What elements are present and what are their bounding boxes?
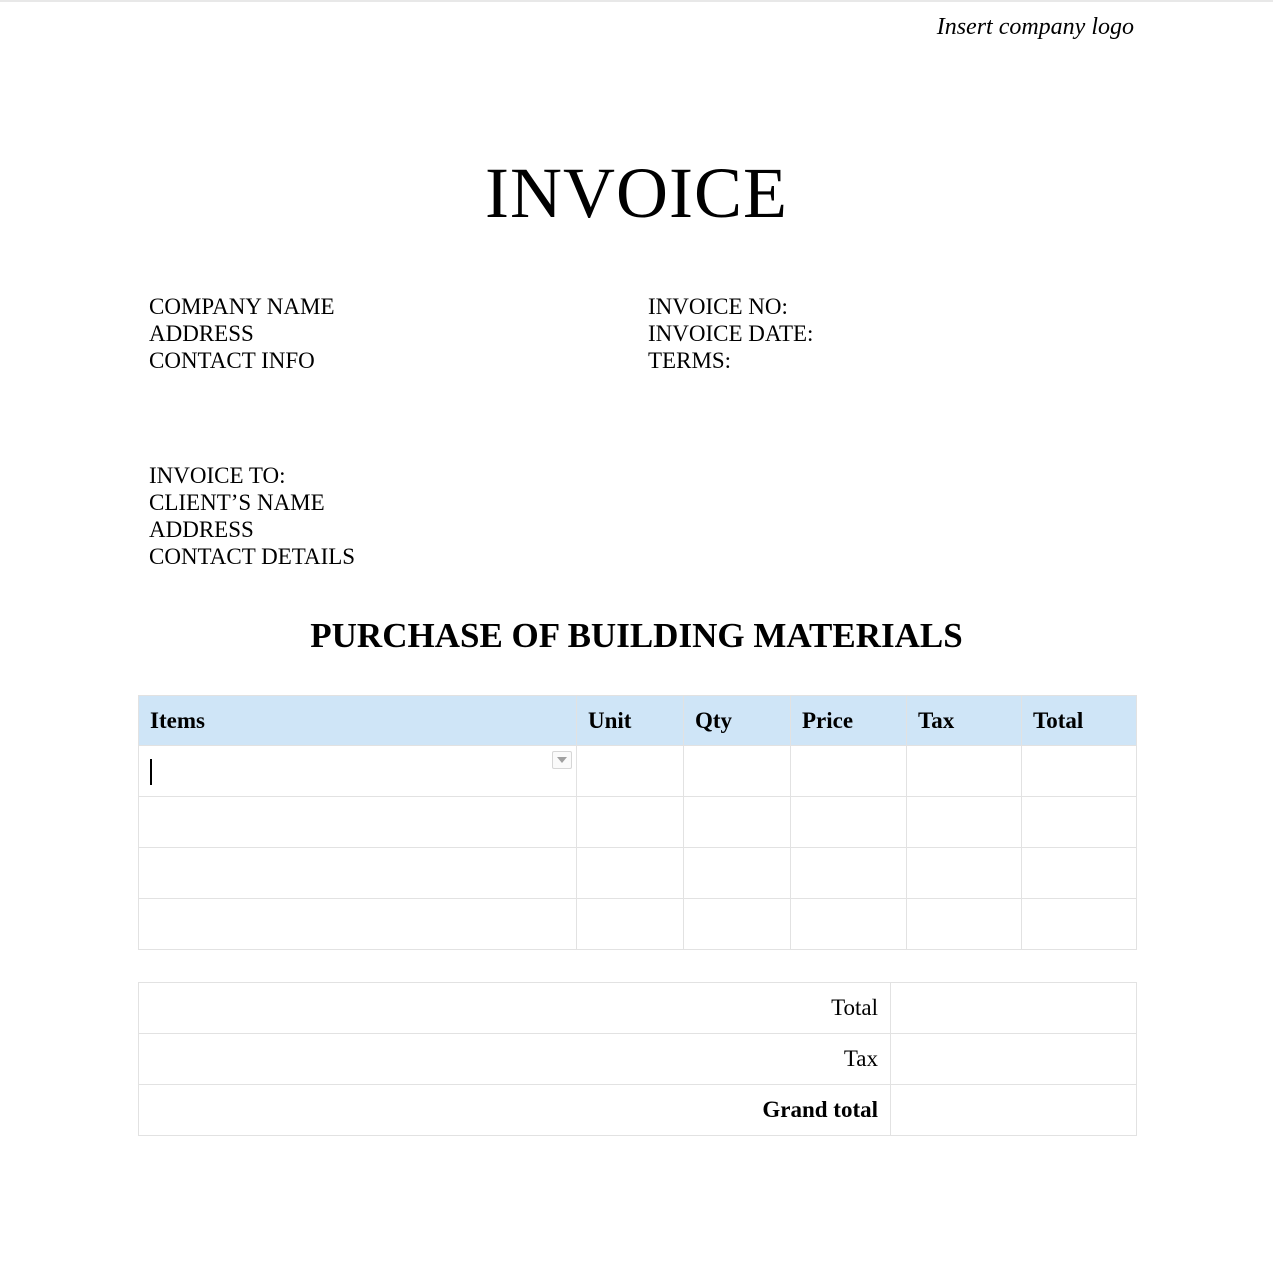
table-row bbox=[139, 746, 1137, 797]
client-name-text[interactable]: CLIENT’S NAME bbox=[149, 490, 325, 515]
unit-cell[interactable] bbox=[577, 746, 684, 797]
company-logo-placeholder[interactable]: Insert company logo bbox=[936, 14, 1134, 40]
column-header-items[interactable]: Items bbox=[139, 696, 577, 746]
unit-cell[interactable] bbox=[577, 797, 684, 848]
column-header-total[interactable]: Total bbox=[1022, 696, 1137, 746]
invoice-number-label[interactable]: INVOICE NO: bbox=[648, 294, 788, 319]
section-heading: PURCHASE OF BUILDING MATERIALS bbox=[310, 616, 963, 655]
column-header-price[interactable]: Price bbox=[791, 696, 907, 746]
item-cell[interactable] bbox=[139, 848, 577, 899]
qty-cell[interactable] bbox=[684, 797, 791, 848]
tax-label: Tax bbox=[139, 1034, 891, 1085]
totals-row-grand-total bbox=[139, 1085, 1137, 1136]
total-value-cell[interactable] bbox=[891, 983, 1137, 1034]
page-top-border bbox=[0, 0, 1273, 2]
column-header-qty[interactable]: Qty bbox=[684, 696, 791, 746]
text-cursor bbox=[150, 759, 152, 785]
totals-row-total bbox=[139, 983, 1137, 1034]
total-cell[interactable] bbox=[1022, 797, 1137, 848]
sender-info bbox=[149, 293, 335, 374]
price-cell[interactable] bbox=[791, 746, 907, 797]
total-cell[interactable] bbox=[1022, 899, 1137, 950]
price-cell[interactable] bbox=[791, 797, 907, 848]
items-table-header-row bbox=[139, 696, 1137, 746]
items-table bbox=[138, 695, 1137, 950]
price-cell[interactable] bbox=[791, 848, 907, 899]
qty-cell[interactable] bbox=[684, 899, 791, 950]
client-contact-text[interactable]: CONTACT DETAILS bbox=[149, 544, 356, 569]
invoice-title: INVOICE bbox=[485, 153, 788, 233]
grand-total-label: Grand total bbox=[139, 1085, 891, 1136]
price-cell[interactable] bbox=[791, 899, 907, 950]
column-header-tax[interactable]: Tax bbox=[907, 696, 1022, 746]
invoice-to-label[interactable]: INVOICE TO: bbox=[149, 463, 286, 488]
tax-cell[interactable] bbox=[907, 899, 1022, 950]
invoice-meta bbox=[648, 293, 813, 374]
total-cell[interactable] bbox=[1022, 848, 1137, 899]
qty-cell[interactable] bbox=[684, 848, 791, 899]
item-cell-active[interactable] bbox=[139, 746, 577, 797]
chevron-down-icon[interactable] bbox=[552, 751, 572, 769]
table-row bbox=[139, 848, 1137, 899]
client-address-text[interactable]: ADDRESS bbox=[149, 517, 254, 542]
tax-cell[interactable] bbox=[907, 797, 1022, 848]
column-header-unit[interactable]: Unit bbox=[577, 696, 684, 746]
total-cell[interactable] bbox=[1022, 746, 1137, 797]
unit-cell[interactable] bbox=[577, 848, 684, 899]
grand-total-value-cell[interactable] bbox=[891, 1085, 1137, 1136]
totals-table bbox=[138, 982, 1137, 1136]
table-row bbox=[139, 797, 1137, 848]
item-cell[interactable] bbox=[139, 797, 577, 848]
total-label: Total bbox=[139, 983, 891, 1034]
unit-cell[interactable] bbox=[577, 899, 684, 950]
totals-row-tax bbox=[139, 1034, 1137, 1085]
tax-value-cell[interactable] bbox=[891, 1034, 1137, 1085]
tax-cell[interactable] bbox=[907, 746, 1022, 797]
invoice-terms-label[interactable]: TERMS: bbox=[648, 348, 732, 373]
company-address-text[interactable]: ADDRESS bbox=[149, 321, 254, 346]
company-contact-text[interactable]: CONTACT INFO bbox=[149, 348, 315, 373]
table-row bbox=[139, 899, 1137, 950]
item-cell[interactable] bbox=[139, 899, 577, 950]
tax-cell[interactable] bbox=[907, 848, 1022, 899]
invoice-date-label[interactable]: INVOICE DATE: bbox=[648, 321, 814, 346]
bill-to-info bbox=[149, 462, 355, 570]
company-name-text[interactable]: COMPANY NAME bbox=[149, 294, 335, 319]
qty-cell[interactable] bbox=[684, 746, 791, 797]
